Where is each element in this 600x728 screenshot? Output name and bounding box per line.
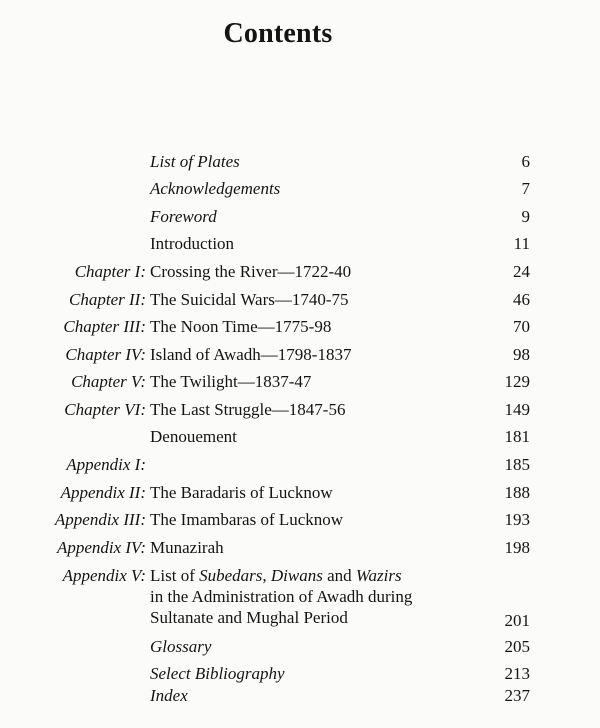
toc-entry-page: 46	[513, 290, 530, 309]
toc-entry-label-number: VI:	[124, 400, 146, 419]
toc-entry-title: Index	[150, 686, 188, 705]
toc-entry-label-number: II:	[129, 483, 146, 502]
toc-entry-title-line: Sultanate and Mughal Period	[150, 608, 348, 627]
toc-entry-page: 149	[504, 400, 530, 419]
toc-entry-title: Introduction	[150, 234, 235, 253]
toc-entry-label-word: Chapter	[74, 262, 135, 281]
toc-entry-label-number: IV:	[125, 345, 146, 364]
toc-entry-page: 6	[521, 152, 530, 171]
toc-entry-label	[69, 289, 146, 310]
toc-entry-title: List of Plates	[150, 152, 240, 171]
toc-entry-label-number: II:	[129, 290, 146, 309]
toc-entry-page: 9	[521, 207, 530, 226]
toc-entry-label-number: IV:	[125, 538, 146, 557]
toc-entry-title: The Twilight—1837-47	[150, 372, 312, 391]
toc-entry-page: 181	[504, 427, 530, 446]
toc-entry-title: The Baradaris of Lucknow	[150, 483, 333, 502]
toc-entry-page: 7	[521, 179, 530, 198]
toc-entry-page: 213	[504, 664, 530, 683]
toc-entry-label-number: V:	[131, 566, 146, 585]
toc-entry-title: Acknowledgements	[150, 179, 281, 198]
toc-entry-page: 185	[504, 455, 530, 474]
toc-entry-label	[57, 537, 146, 558]
toc-entry-label	[71, 371, 146, 392]
toc-entry-title: Crossing the River—1722-40	[150, 262, 352, 281]
toc-entry-label-word: Chapter	[65, 345, 126, 364]
toc-entry-label	[61, 482, 146, 503]
toc-entry-label-number: V:	[131, 372, 146, 391]
toc-entry-title-line: in the Administration of Awadh during	[150, 587, 413, 606]
toc-entry-title: The Imambaras of Lucknow	[150, 510, 344, 529]
toc-entry-label-number: I:	[134, 262, 146, 281]
toc-entry-label-word: Appendix	[56, 538, 126, 557]
toc-entry-label	[55, 509, 146, 530]
toc-entry-title: Munazirah	[150, 538, 224, 557]
toc-entry-page: 11	[513, 234, 530, 253]
toc-entry-page: 70	[513, 317, 530, 336]
toc-entry-label-word: Chapter	[63, 317, 124, 336]
toc-entry-title: The Last Struggle—1847-56	[150, 400, 346, 419]
toc-entry-label-number: I:	[134, 455, 146, 474]
toc-entry-title: Denouement	[150, 427, 237, 446]
toc-entry-title-line: List of Subedars, Diwans and Wazirs	[150, 566, 402, 585]
toc-entry-label	[65, 344, 146, 365]
toc-entry-label-number: III:	[123, 317, 146, 336]
toc-entry-label-word: Chapter	[71, 372, 132, 391]
toc-entry-page: 129	[504, 372, 530, 391]
toc-entry-page: 188	[504, 483, 530, 502]
toc-entry-title	[150, 565, 460, 628]
toc-entry-title: Select Bibliography	[150, 664, 285, 683]
toc-entry-page: 237	[504, 686, 530, 705]
toc-entry-label-word: Appendix	[54, 510, 124, 529]
toc-entry-title: The Suicidal Wars—1740-75	[150, 290, 349, 309]
toc-entry-label	[64, 399, 146, 420]
toc-entry-label	[75, 261, 146, 282]
toc-entry-page: 98	[513, 345, 530, 364]
toc-entry-title: The Noon Time—1775-98	[150, 317, 332, 336]
toc-entry-label	[66, 454, 146, 475]
toc-entry-label-word: Chapter	[69, 290, 130, 309]
toc-entry-label-word: Appendix	[60, 483, 130, 502]
toc-entry-label	[63, 565, 146, 586]
toc-entry-label	[63, 316, 146, 337]
toc-entry-label-number: III:	[123, 510, 146, 529]
page-title: Contents	[223, 18, 333, 49]
toc-entry-label-word: Appendix	[62, 566, 132, 585]
toc-entry-title: Island of Awadh—1798-1837	[150, 345, 352, 364]
toc-entry-title: Glossary	[150, 637, 212, 656]
toc-entry-page: 201	[504, 611, 530, 630]
toc-entry-page: 205	[504, 637, 530, 656]
toc-entry-label-word: Appendix	[66, 455, 135, 474]
toc-entry-label-word: Chapter	[64, 400, 125, 419]
toc-entry-page: 193	[504, 510, 530, 529]
toc-entry-title: Foreword	[150, 207, 217, 226]
toc-entry-page: 24	[513, 262, 530, 281]
toc-entry-page: 198	[504, 538, 530, 557]
